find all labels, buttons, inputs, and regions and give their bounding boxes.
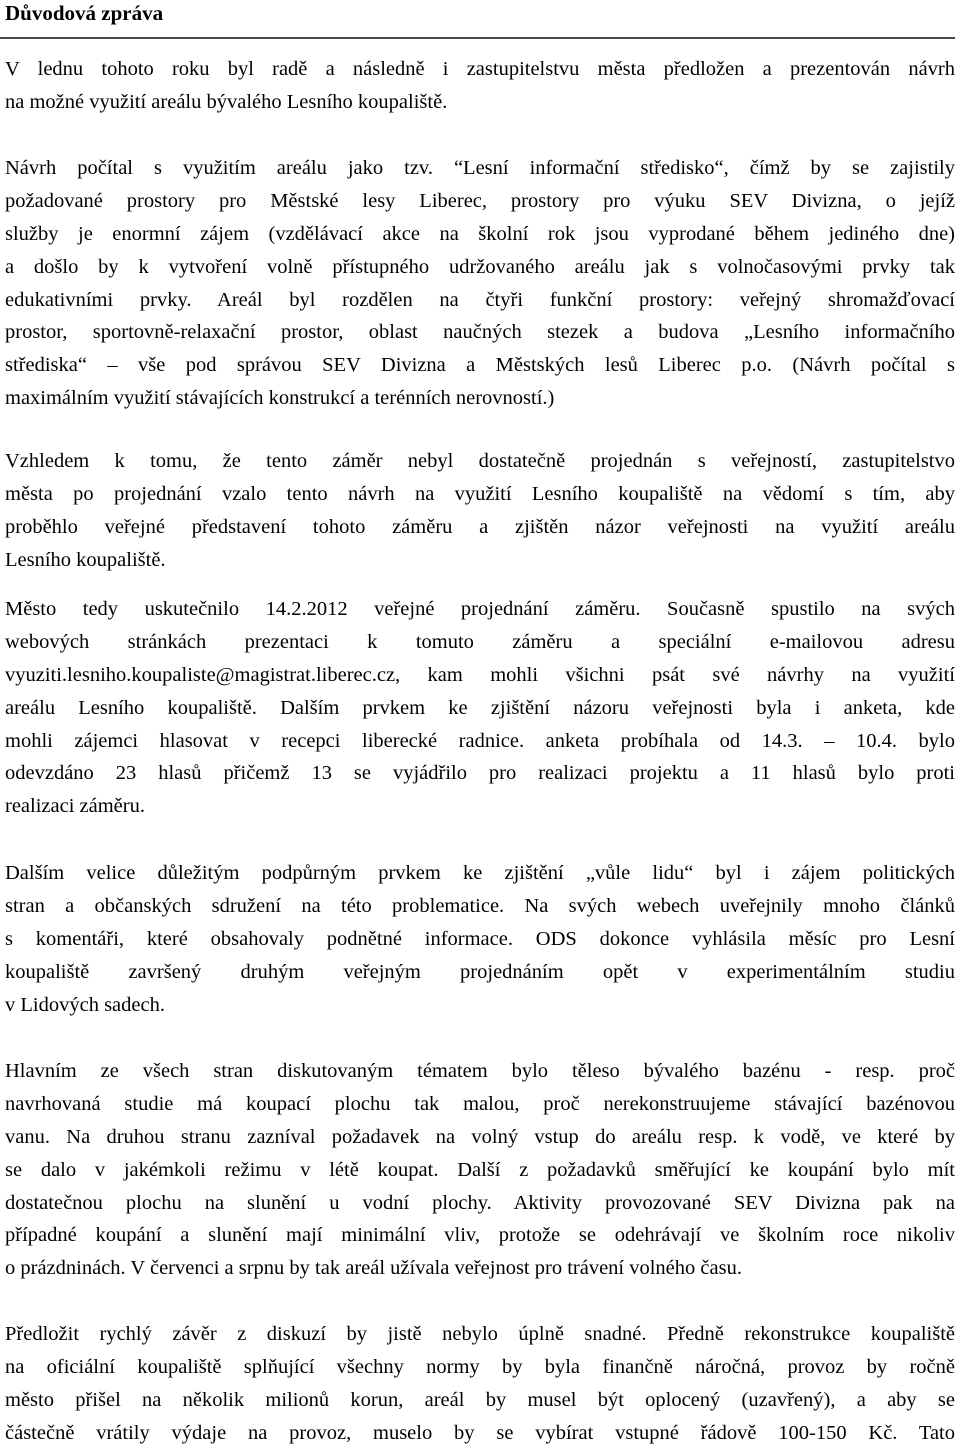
- paragraph-line: dostatečnou plochu na slunění u vodní plochy. Aktivity provozované SEV Divizna pak na: [5, 1191, 955, 1214]
- paragraph-line: města po projednání vzalo tento návrh na využití Lesního koupaliště na vědomí s tím, aby: [5, 482, 955, 505]
- paragraph-line: Předložit rychlý závěr z diskuzí by jistě nebylo úplně snadné. Předně rekonstrukce koupaliště: [5, 1323, 955, 1345]
- paragraph: [5, 857, 955, 1021]
- document-page: [5, 0, 955, 1444]
- paragraph-line: požadované prostory pro Městské lesy Liberec, prostory pro výuku SEV Divizna, o jejíž: [5, 189, 955, 212]
- paragraph-line: město přišel na několik milionů korun, areál by musel být oplocený (uzavřený), a aby se: [5, 1388, 955, 1411]
- paragraph-line: a došlo by k vytvoření volně přístupného udržovaného areálu jak s volnočasovými prvky tak: [5, 255, 955, 278]
- paragraph-line: Vzhledem k tomu, že tento záměr nebyl dostatečně projednán s veřejností, zastupitelstvo: [5, 450, 955, 472]
- paragraph-line: s komentáři, které obsahovaly podnětné informace. ODS dokonce vyhlásila měsíc pro Lesní: [5, 927, 955, 950]
- paragraph: [5, 445, 955, 577]
- paragraph-line: střediska“ – vše pod správou SEV Divizna a Městských lesů Liberec p.o. (Návrh počítal s: [5, 354, 955, 377]
- paragraph-line: se dalo v jakémkoli režimu v létě koupat. Další z požadavků směřující ke koupání bylo mít: [5, 1158, 955, 1181]
- paragraph-line: edukativními prvky. Areál byl rozdělen na čtyři funkční prostory: veřejný shromažďovací: [5, 288, 955, 311]
- paragraph-line: vyuziti.lesniho.koupaliste@magistrat.liberec.cz, kam mohli všichni psát své návrhy na využití: [5, 663, 955, 686]
- paragraph: [5, 53, 955, 119]
- paragraph-line: odevzdáno 23 hlasů přičemž 13 se vyjádřilo pro realizaci projektu a 11 hlasů bylo proti: [5, 762, 955, 785]
- paragraph-line: o prázdninách. V červenci a srpnu by tak areál užívala veřejnost pro trávení volného času.: [5, 1257, 742, 1280]
- paragraph-line: webových stránkách prezentaci k tomuto záměru a speciální e-mailovou adresu: [5, 630, 955, 653]
- paragraph-line: na oficiální koupaliště splňující všechny normy by byla finančně náročná, provoz by ročně: [5, 1355, 955, 1378]
- paragraph: [5, 593, 955, 823]
- paragraph-line: Hlavním ze všech stran diskutovaným tématem bylo těleso bývalého bazénu - resp. proč: [5, 1060, 955, 1082]
- paragraph-line: maximálním využití stávajících konstrukcí a terénních nerovností.): [5, 387, 555, 410]
- paragraph-line: proběhlo veřejné představení tohoto záměru a zjištěn názor veřejnosti na využití areálu: [5, 515, 955, 538]
- paragraph-line: realizaci záměru.: [5, 795, 145, 818]
- document-title: Důvodová zpráva: [5, 1, 164, 25]
- paragraph-line: stran a občanských sdružení na této problematice. Na svých webech uveřejnily mnoho článků: [5, 894, 955, 917]
- paragraph-line: prostor, sportovně-relaxační prostor, oblast naučných stezek a budova „Lesního informačního: [5, 321, 955, 344]
- paragraph-line: Lesního koupaliště.: [5, 548, 166, 571]
- paragraph-line: částečně vrátily výdaje na provoz, muselo by se vybírat vstupné řádově 100-150 Kč. Tato: [5, 1421, 955, 1444]
- paragraph-line: vanu. Na druhou stranu zazníval požadavek na volný vstup do areálu resp. k vodě, ve které by: [5, 1125, 955, 1148]
- paragraph-line: případné koupání a slunění mají minimální vliv, protože se odehrávají ve školním roce nikoliv: [5, 1224, 955, 1247]
- paragraph-line: navrhovaná studie má koupací plochu tak malou, proč nerekonstruujeme stávající bazénovou: [5, 1092, 955, 1115]
- paragraph-line: V lednu tohoto roku byl radě a následně i zastupitelstvu města předložen a prezentován návrh: [5, 58, 955, 80]
- paragraph-line: v Lidových sadech.: [5, 993, 165, 1016]
- paragraph: [5, 1318, 955, 1450]
- title-underline-divider: [0, 37, 955, 39]
- paragraph-line: služby je enormní zájem (vzdělávací akce na školní rok jsou vyprodané během jediného dne): [5, 222, 955, 245]
- paragraph-line: mohli zájemci hlasovat v recepci liberecké radnice. anketa probíhala od 14.3. – 10.4. bylo: [5, 729, 955, 752]
- paragraph: [5, 152, 955, 415]
- paragraph-line: areálu Lesního koupaliště. Dalším prvkem ke zjištění názoru veřejnosti byla i anketa, kde: [5, 696, 955, 719]
- paragraph-line: koupaliště završený druhým veřejným projednáním opět v experimentálním studiu: [5, 960, 955, 983]
- paragraph-line: Návrh počítal s využitím areálu jako tzv. “Lesní informační středisko“, čímž by se zajistily: [5, 157, 955, 179]
- paragraph-line: na možné využití areálu bývalého Lesního koupaliště.: [5, 90, 448, 113]
- paragraph: [5, 1055, 955, 1285]
- paragraph-line: Dalším velice důležitým podpůrným prvkem ke zjištění „vůle lidu“ byl i zájem politických: [5, 862, 955, 884]
- paragraph-line: Město tedy uskutečnilo 14.2.2012 veřejné projednání záměru. Současně spustilo na svých: [5, 598, 955, 620]
